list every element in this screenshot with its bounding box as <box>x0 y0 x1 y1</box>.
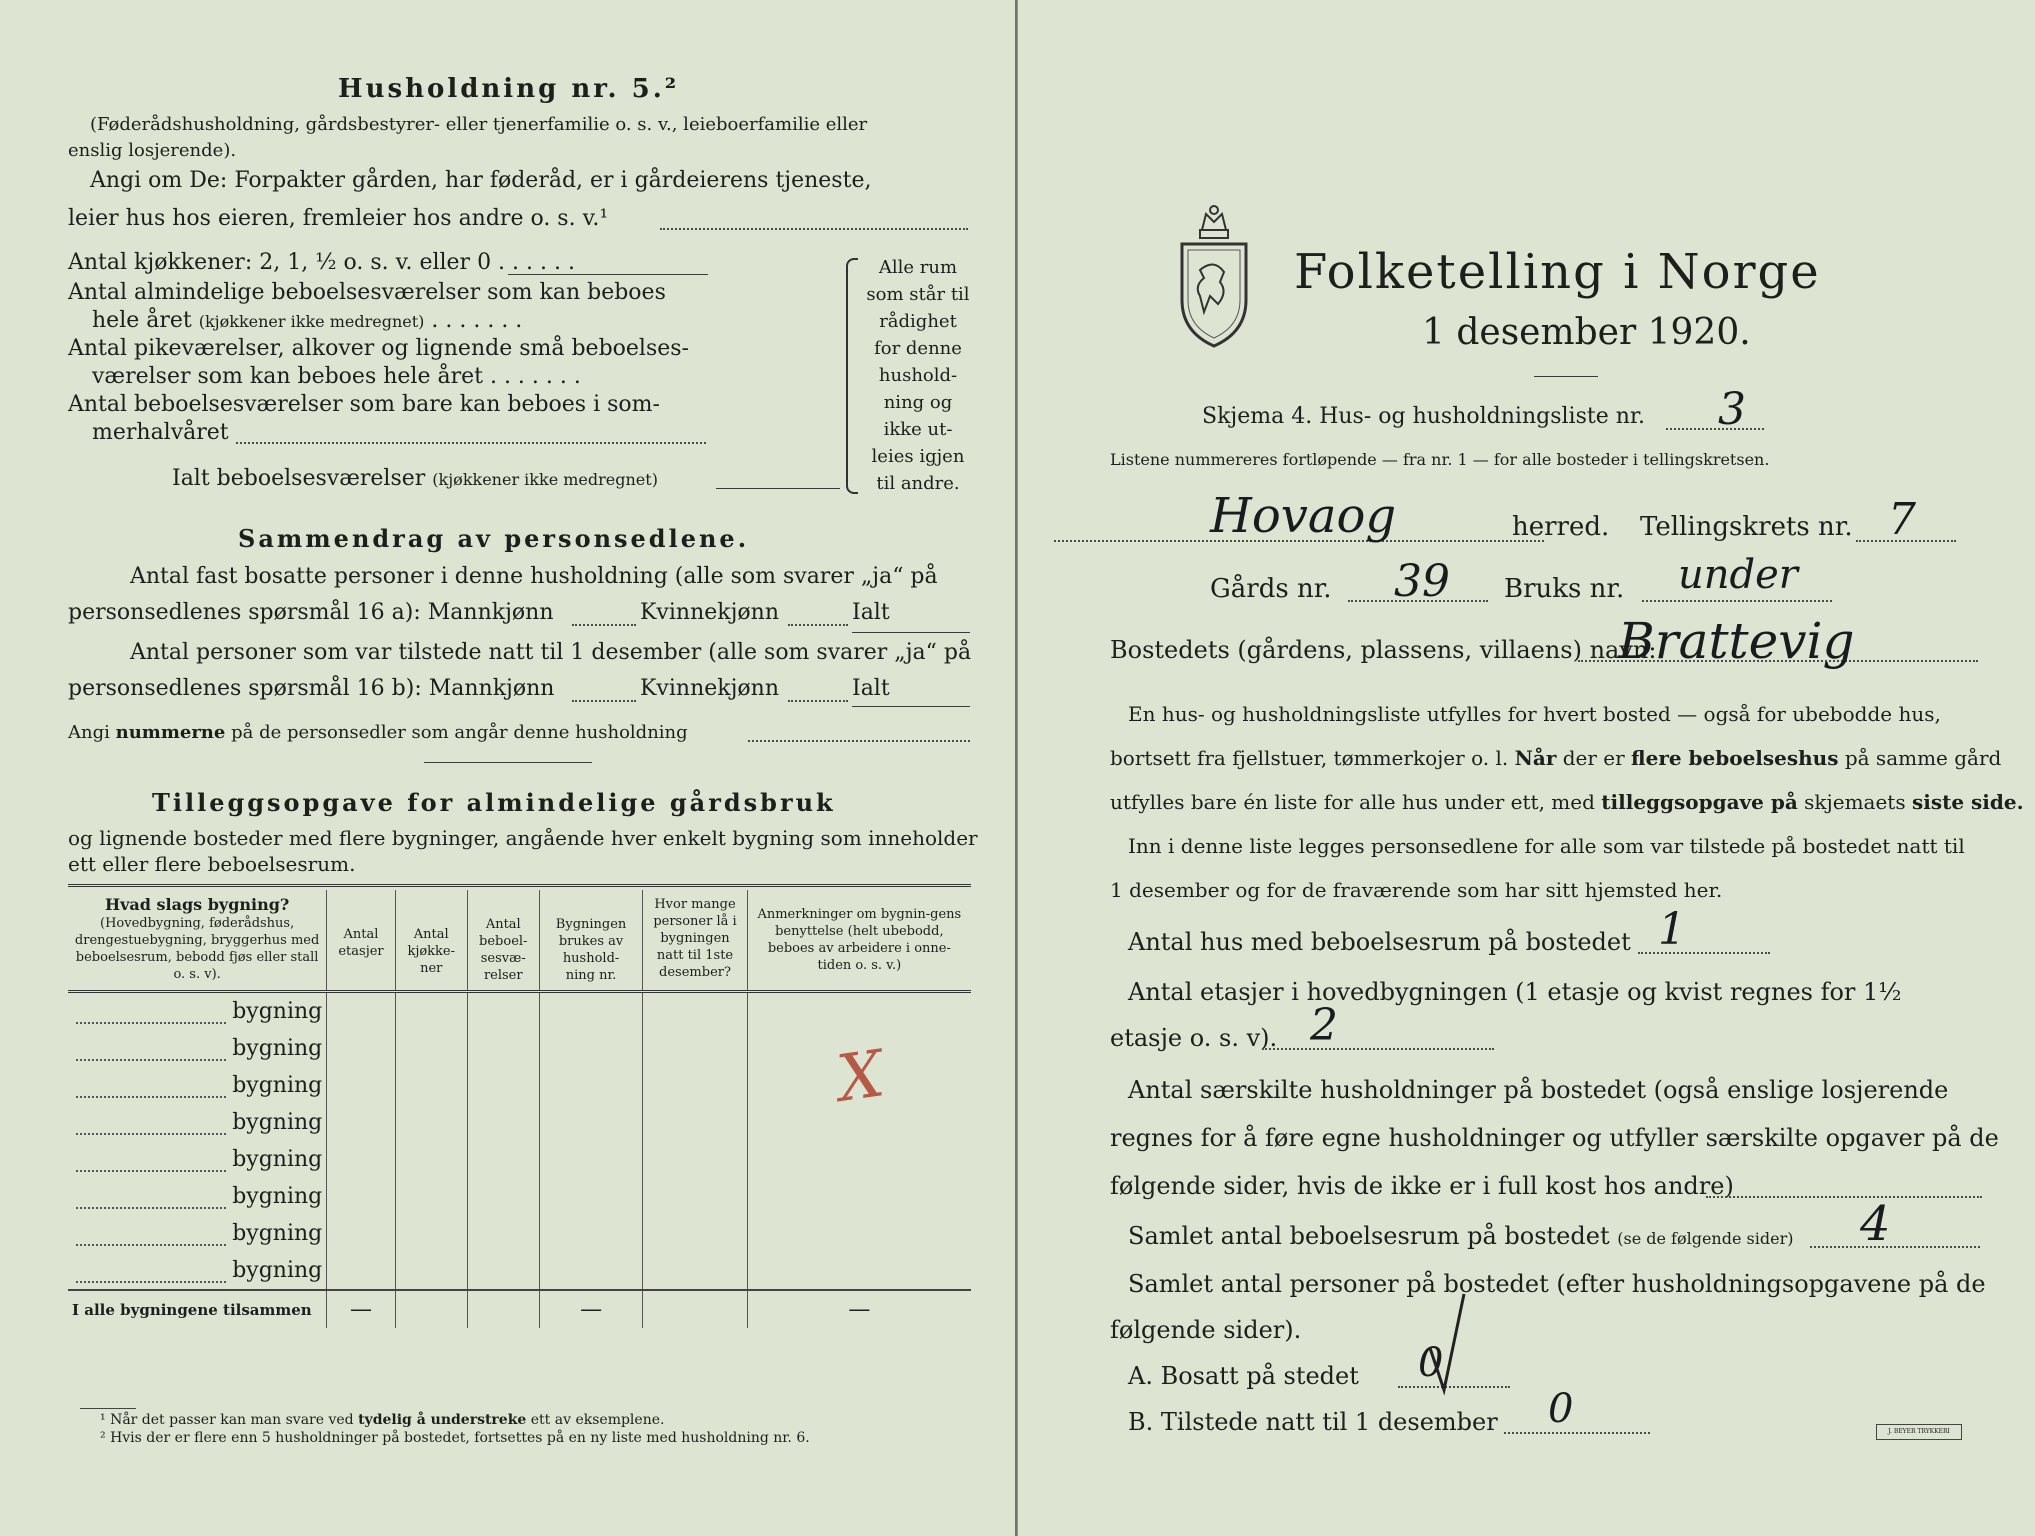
table-cell[interactable] <box>747 1141 971 1178</box>
herred-value: Hovaog <box>1210 488 1397 544</box>
building-label: bygning <box>232 1258 323 1283</box>
table-cell[interactable] <box>539 1104 643 1141</box>
building-type-cell[interactable] <box>68 992 327 1031</box>
bracket-note-line: hushold- <box>878 365 958 386</box>
gards-label: Gårds nr. <box>1210 574 1332 604</box>
total-cell[interactable] <box>395 1290 467 1328</box>
q-hush-1: Antal særskilte husholdninger på bostedet (også enslige losjerende <box>1128 1076 1949 1104</box>
bruks-value: under <box>1678 552 1798 598</box>
tellingskrets-label: Tellingskrets nr. <box>1640 512 1853 542</box>
sum-b-ialt: Ialt <box>852 676 890 701</box>
sum-b-ialt-line[interactable] <box>852 706 970 707</box>
p1-a: En hus- og husholdningsliste utfylles for hvert bosted — også for ubebodde hus, <box>1128 702 1941 726</box>
table-cell[interactable] <box>327 1178 396 1215</box>
nummerne-line[interactable] <box>748 740 970 742</box>
sum-b-mann-line[interactable] <box>572 700 636 702</box>
table-cell[interactable] <box>643 1252 747 1290</box>
table-cell[interactable] <box>395 1178 467 1215</box>
q-samlet-rum: Samlet antal beboelsesrum på bostedet (se de følgende sider) <box>1128 1222 1794 1250</box>
sum-b-kvinne-line[interactable] <box>788 700 848 702</box>
building-type-cell[interactable] <box>68 1067 327 1104</box>
coat-of-arms-icon <box>1174 200 1254 350</box>
table-cell[interactable] <box>539 1067 643 1104</box>
q-alm-1: Antal almindelige beboelsesværelser som kan beboes <box>68 280 666 305</box>
building-table <box>68 890 971 1328</box>
q-etasjer-1: Antal etasjer i hovedbygningen (1 etasje og kvist regnes for 1½ <box>1128 978 1902 1006</box>
p1-b: bortsett fra fjellstuer, tømmerkojer o. l. Når der er flere beboelseshus på samme gård <box>1110 746 2002 770</box>
table-cell[interactable] <box>747 1252 971 1290</box>
q-hush-3: følgende sider, hvis de ikke er i full kost hos andre) <box>1110 1172 1734 1200</box>
table-cell[interactable] <box>643 1141 747 1178</box>
table-cell[interactable] <box>395 1030 467 1067</box>
total-cell[interactable]: — <box>539 1290 643 1328</box>
total-row <box>68 1290 971 1328</box>
bracket-note-line: Alle rum <box>878 257 958 278</box>
sum-a-1: Antal fast bosatte personer i denne husholdning (alle som svarer „ja“ på <box>130 564 938 589</box>
building-label: bygning <box>232 1147 323 1172</box>
table-cell[interactable] <box>467 992 539 1031</box>
red-cross-mark: X <box>833 1037 889 1117</box>
building-type-cell[interactable] <box>68 1141 327 1178</box>
table-cell[interactable] <box>327 1104 396 1141</box>
table-cell[interactable] <box>327 992 396 1031</box>
ialt-answer-line[interactable] <box>716 488 840 489</box>
tillegg-title: Tilleggsopgave for almindelige gårdsbruk <box>152 788 836 817</box>
sum-a-ialt-line[interactable] <box>852 632 970 633</box>
q-somm-2: merhalvåret <box>92 420 229 445</box>
q-b-line[interactable] <box>1504 1432 1650 1434</box>
table-cell[interactable] <box>395 1067 467 1104</box>
angi-nummerne: Angi nummerne på de personsedler som angår denne husholdning <box>68 722 688 743</box>
table-row <box>68 1104 971 1141</box>
table-cell[interactable] <box>539 1141 643 1178</box>
table-cell[interactable] <box>747 1178 971 1215</box>
bracket-note-line: til andre. <box>876 473 960 494</box>
table-cell[interactable] <box>539 1215 643 1252</box>
bracket-note-line: ning og <box>883 392 953 413</box>
table-cell[interactable] <box>327 1067 396 1104</box>
household-intro: (Føderådshusholdning, gårdsbestyrer- eller tjenerfamilie o. s. v., leieboerfamilie eller <box>90 114 868 135</box>
table-cell[interactable] <box>467 1215 539 1252</box>
bosted-value: Brattevig <box>1618 612 1855 670</box>
table-cell[interactable] <box>467 1030 539 1067</box>
q-b-value: 0 <box>1548 1386 1574 1432</box>
table-cell[interactable] <box>395 1252 467 1290</box>
col-husholdning: Bygningen brukes av hushold-ning nr. <box>539 890 643 992</box>
tillegg-2: ett eller flere beboelsesrum. <box>68 852 356 876</box>
bracket-note-line: leies igjen <box>871 446 965 467</box>
col-etasjer: Antal etasjer <box>327 890 396 992</box>
q-etasjer-value: 2 <box>1310 1000 1338 1051</box>
bracket-note-line: ikke ut- <box>883 419 953 440</box>
angi-answer-line[interactable] <box>660 228 968 230</box>
summary-title: Sammendrag av personsedlene. <box>238 524 750 553</box>
census-date: 1 desember 1920. <box>1422 312 1751 353</box>
table-cell[interactable] <box>327 1141 396 1178</box>
tillegg-1: og lignende bosteder med flere bygninger, angående hver enkelt bygning som inneholder <box>68 826 978 850</box>
q-ialt: Ialt beboelsesværelser (kjøkkener ikke medregnet) <box>172 466 658 491</box>
table-row <box>68 1215 971 1252</box>
footnote-2: ² Hvis der er flere enn 5 husholdninger på bostedet, fortsettes på en ny liste med husholdning nr. 6. <box>100 1430 810 1446</box>
table-cell[interactable] <box>643 1030 747 1067</box>
total-cell[interactable]: — <box>327 1290 396 1328</box>
q-b-tilstede: B. Tilstede natt til 1 desember <box>1128 1408 1498 1436</box>
table-row <box>68 1067 971 1104</box>
building-type-cell[interactable] <box>68 1178 327 1215</box>
sum-a-ialt: Ialt <box>852 600 890 625</box>
table-cell[interactable] <box>539 1252 643 1290</box>
q-kjokkener: Antal kjøkkener: 2, 1, ½ o. s. v. eller 0 . . . . . . <box>68 250 575 275</box>
table-cell[interactable] <box>643 1104 747 1141</box>
bosted-label: Bostedets (gårdens, plassens, villaens) navn: <box>1110 636 1657 664</box>
bracket-note <box>866 254 970 497</box>
gards-value: 39 <box>1394 556 1450 607</box>
table-cell[interactable] <box>467 1067 539 1104</box>
total-row-label: I alle bygningene tilsammen <box>72 1300 312 1319</box>
table-cell[interactable] <box>539 1030 643 1067</box>
title: Folketelling i Norge <box>1294 244 1821 300</box>
table-cell[interactable] <box>747 1215 971 1252</box>
building-type-cell[interactable] <box>68 1030 327 1067</box>
p2-b: 1 desember og for de fraværende som har sitt hjemsted her. <box>1110 878 1723 902</box>
table-cell[interactable] <box>643 1178 747 1215</box>
table-cell[interactable] <box>327 1215 396 1252</box>
angi-line-1: Angi om De: Forpakter gården, har føderåd, er i gårdeierens tjeneste, <box>90 168 872 193</box>
q-pike-1: Antal pikeværelser, alkover og lignende små beboelses- <box>68 336 689 361</box>
sum-a-mann-line[interactable] <box>572 624 636 626</box>
q-hus: Antal hus med beboelsesrum på bostedet <box>1128 928 1631 956</box>
q-a-bosatt: A. Bosatt på stedet <box>1128 1362 1359 1390</box>
q-samlet-rum-line[interactable] <box>1810 1246 1980 1248</box>
bracket-note-line: som står til <box>866 284 970 305</box>
household-intro-2: enslig losjerende). <box>68 140 237 161</box>
herred-label: herred. <box>1512 512 1610 542</box>
table-cell[interactable] <box>395 992 467 1031</box>
table-row <box>68 1252 971 1290</box>
bracket-note-line: for denne <box>874 338 962 359</box>
q-pike-2: værelser som kan beboes hele året . . . . . . . <box>92 364 581 389</box>
q-samlet-pers-1: Samlet antal personer på bostedet (efter husholdningsopgavene på de <box>1128 1270 1986 1298</box>
table-cell[interactable] <box>467 1178 539 1215</box>
sum-b-2: personsedlenes spørsmål 16 b): Mannkjønn <box>68 676 555 701</box>
kjokkener-answer-line[interactable] <box>508 274 708 275</box>
table-cell[interactable] <box>467 1252 539 1290</box>
somm-answer-line[interactable] <box>236 442 706 444</box>
table-cell[interactable] <box>395 1141 467 1178</box>
table-cell[interactable] <box>643 1215 747 1252</box>
q-hush-2: regnes for å føre egne husholdninger og utfyller særskilte opgaver på de <box>1110 1124 1999 1152</box>
sum-a-2: personsedlenes spørsmål 16 a): Mannkjønn <box>68 600 554 625</box>
skjema-label: Skjema 4. Hus- og husholdningsliste nr. <box>1202 404 1645 429</box>
table-cell[interactable] <box>539 1178 643 1215</box>
building-label: bygning <box>232 1110 323 1135</box>
total-cell[interactable]: — <box>747 1290 971 1328</box>
table-cell[interactable] <box>395 1104 467 1141</box>
table-cell[interactable] <box>747 992 971 1031</box>
building-type-cell[interactable] <box>68 1104 327 1141</box>
col-personer: Hvor mange personer lå i bygningen natt til 1ste desember? <box>643 890 747 992</box>
table-cell[interactable] <box>467 1141 539 1178</box>
table-cell[interactable] <box>643 992 747 1031</box>
divider <box>424 762 592 763</box>
sum-b-1: Antal personer som var tilstede natt til 1 desember (alle som svarer „ja“ på <box>130 640 972 665</box>
table-cell[interactable] <box>467 1104 539 1141</box>
col-building-type: Hvad slags bygning? (Hovedbygning, føderådshus, drengestuebygning, bryggerhus med beboelsesrum, bebodd fjøs eller stall o. s. v). <box>74 895 320 982</box>
footnote-1: ¹ Når det passer kan man svare ved tydelig å understreke ett av eksemplene. <box>100 1412 665 1428</box>
household-title: Husholdning nr. 5.² <box>338 74 680 104</box>
left-page <box>0 0 1017 1536</box>
building-label: bygning <box>232 999 323 1024</box>
table-row <box>68 1178 971 1215</box>
q-samlet-pers-2: følgende sider). <box>1110 1316 1302 1344</box>
q-somm-1: Antal beboelsesværelser som bare kan beboes i som- <box>68 392 660 417</box>
bracket-note-line: rådighet <box>879 311 957 332</box>
building-label: bygning <box>232 1184 323 1209</box>
building-type-cell[interactable] <box>68 1215 327 1252</box>
q-etasjer-2: etasje o. s. v). <box>1110 1024 1278 1052</box>
col-anmerkninger: Anmerkninger om bygnin-gens benyttelse (helt ubebodd, beboes av arbeidere i onne-tiden o. s. v.) <box>747 890 971 992</box>
table-cell[interactable] <box>539 992 643 1031</box>
table-cell[interactable] <box>327 1252 396 1290</box>
table-row <box>68 1141 971 1178</box>
sum-a-kvinne: Kvinnekjønn <box>640 600 779 625</box>
bruks-line[interactable] <box>1642 600 1832 602</box>
q-hush-line[interactable] <box>1706 1196 1982 1198</box>
building-label: bygning <box>232 1073 323 1098</box>
col-kjokkener: Antal kjøkke-ner <box>395 890 467 992</box>
tellingskrets-value: 7 <box>1888 494 1916 545</box>
q-hus-value: 1 <box>1658 904 1686 955</box>
table-row <box>68 992 971 1031</box>
skjema-nr-value: 3 <box>1718 384 1746 435</box>
col-vaerelser: Antal beboel-sesvæ-relser <box>467 890 539 992</box>
building-type-cell[interactable] <box>68 1252 327 1290</box>
q-samlet-rum-value: 4 <box>1860 1196 1891 1252</box>
table-cell[interactable] <box>327 1030 396 1067</box>
angi-line-2: leier hus hos eieren, fremleier hos andre o. s. v.¹ <box>68 206 609 231</box>
building-label: bygning <box>232 1221 323 1246</box>
building-label: bygning <box>232 1036 323 1061</box>
total-cell[interactable] <box>467 1290 539 1328</box>
sum-a-kvinne-line[interactable] <box>788 624 848 626</box>
q-etasjer-line[interactable] <box>1262 1048 1494 1050</box>
p2-a: Inn i denne liste legges personsedlene for alle som var tilstede på bostedet natt til <box>1128 834 1965 858</box>
p1-c: utfylles bare én liste for alle hus under ett, med tilleggsopgave på skjemaets siste side. <box>1110 790 2024 814</box>
printer-stamp: J. BEYER TRYKKERI <box>1876 1424 1962 1440</box>
table-cell[interactable] <box>395 1215 467 1252</box>
total-cell[interactable] <box>643 1290 747 1328</box>
sum-b-kvinne: Kvinnekjønn <box>640 676 779 701</box>
q-alm-2: hele året (kjøkkener ikke medregnet) . . . . . . . <box>92 308 523 333</box>
bracket <box>846 258 858 494</box>
bruks-label: Bruks nr. <box>1504 574 1625 604</box>
skjema-nr-line[interactable] <box>1666 428 1764 430</box>
check-mark-icon <box>1424 1290 1474 1400</box>
right-page <box>1018 0 2035 1536</box>
q-a-value: 0 <box>1418 1340 1444 1386</box>
listene-note: Listene nummereres fortløpende — fra nr. 1 — for alle bosteder i tellingskretsen. <box>1110 450 1770 469</box>
table-cell[interactable] <box>643 1067 747 1104</box>
